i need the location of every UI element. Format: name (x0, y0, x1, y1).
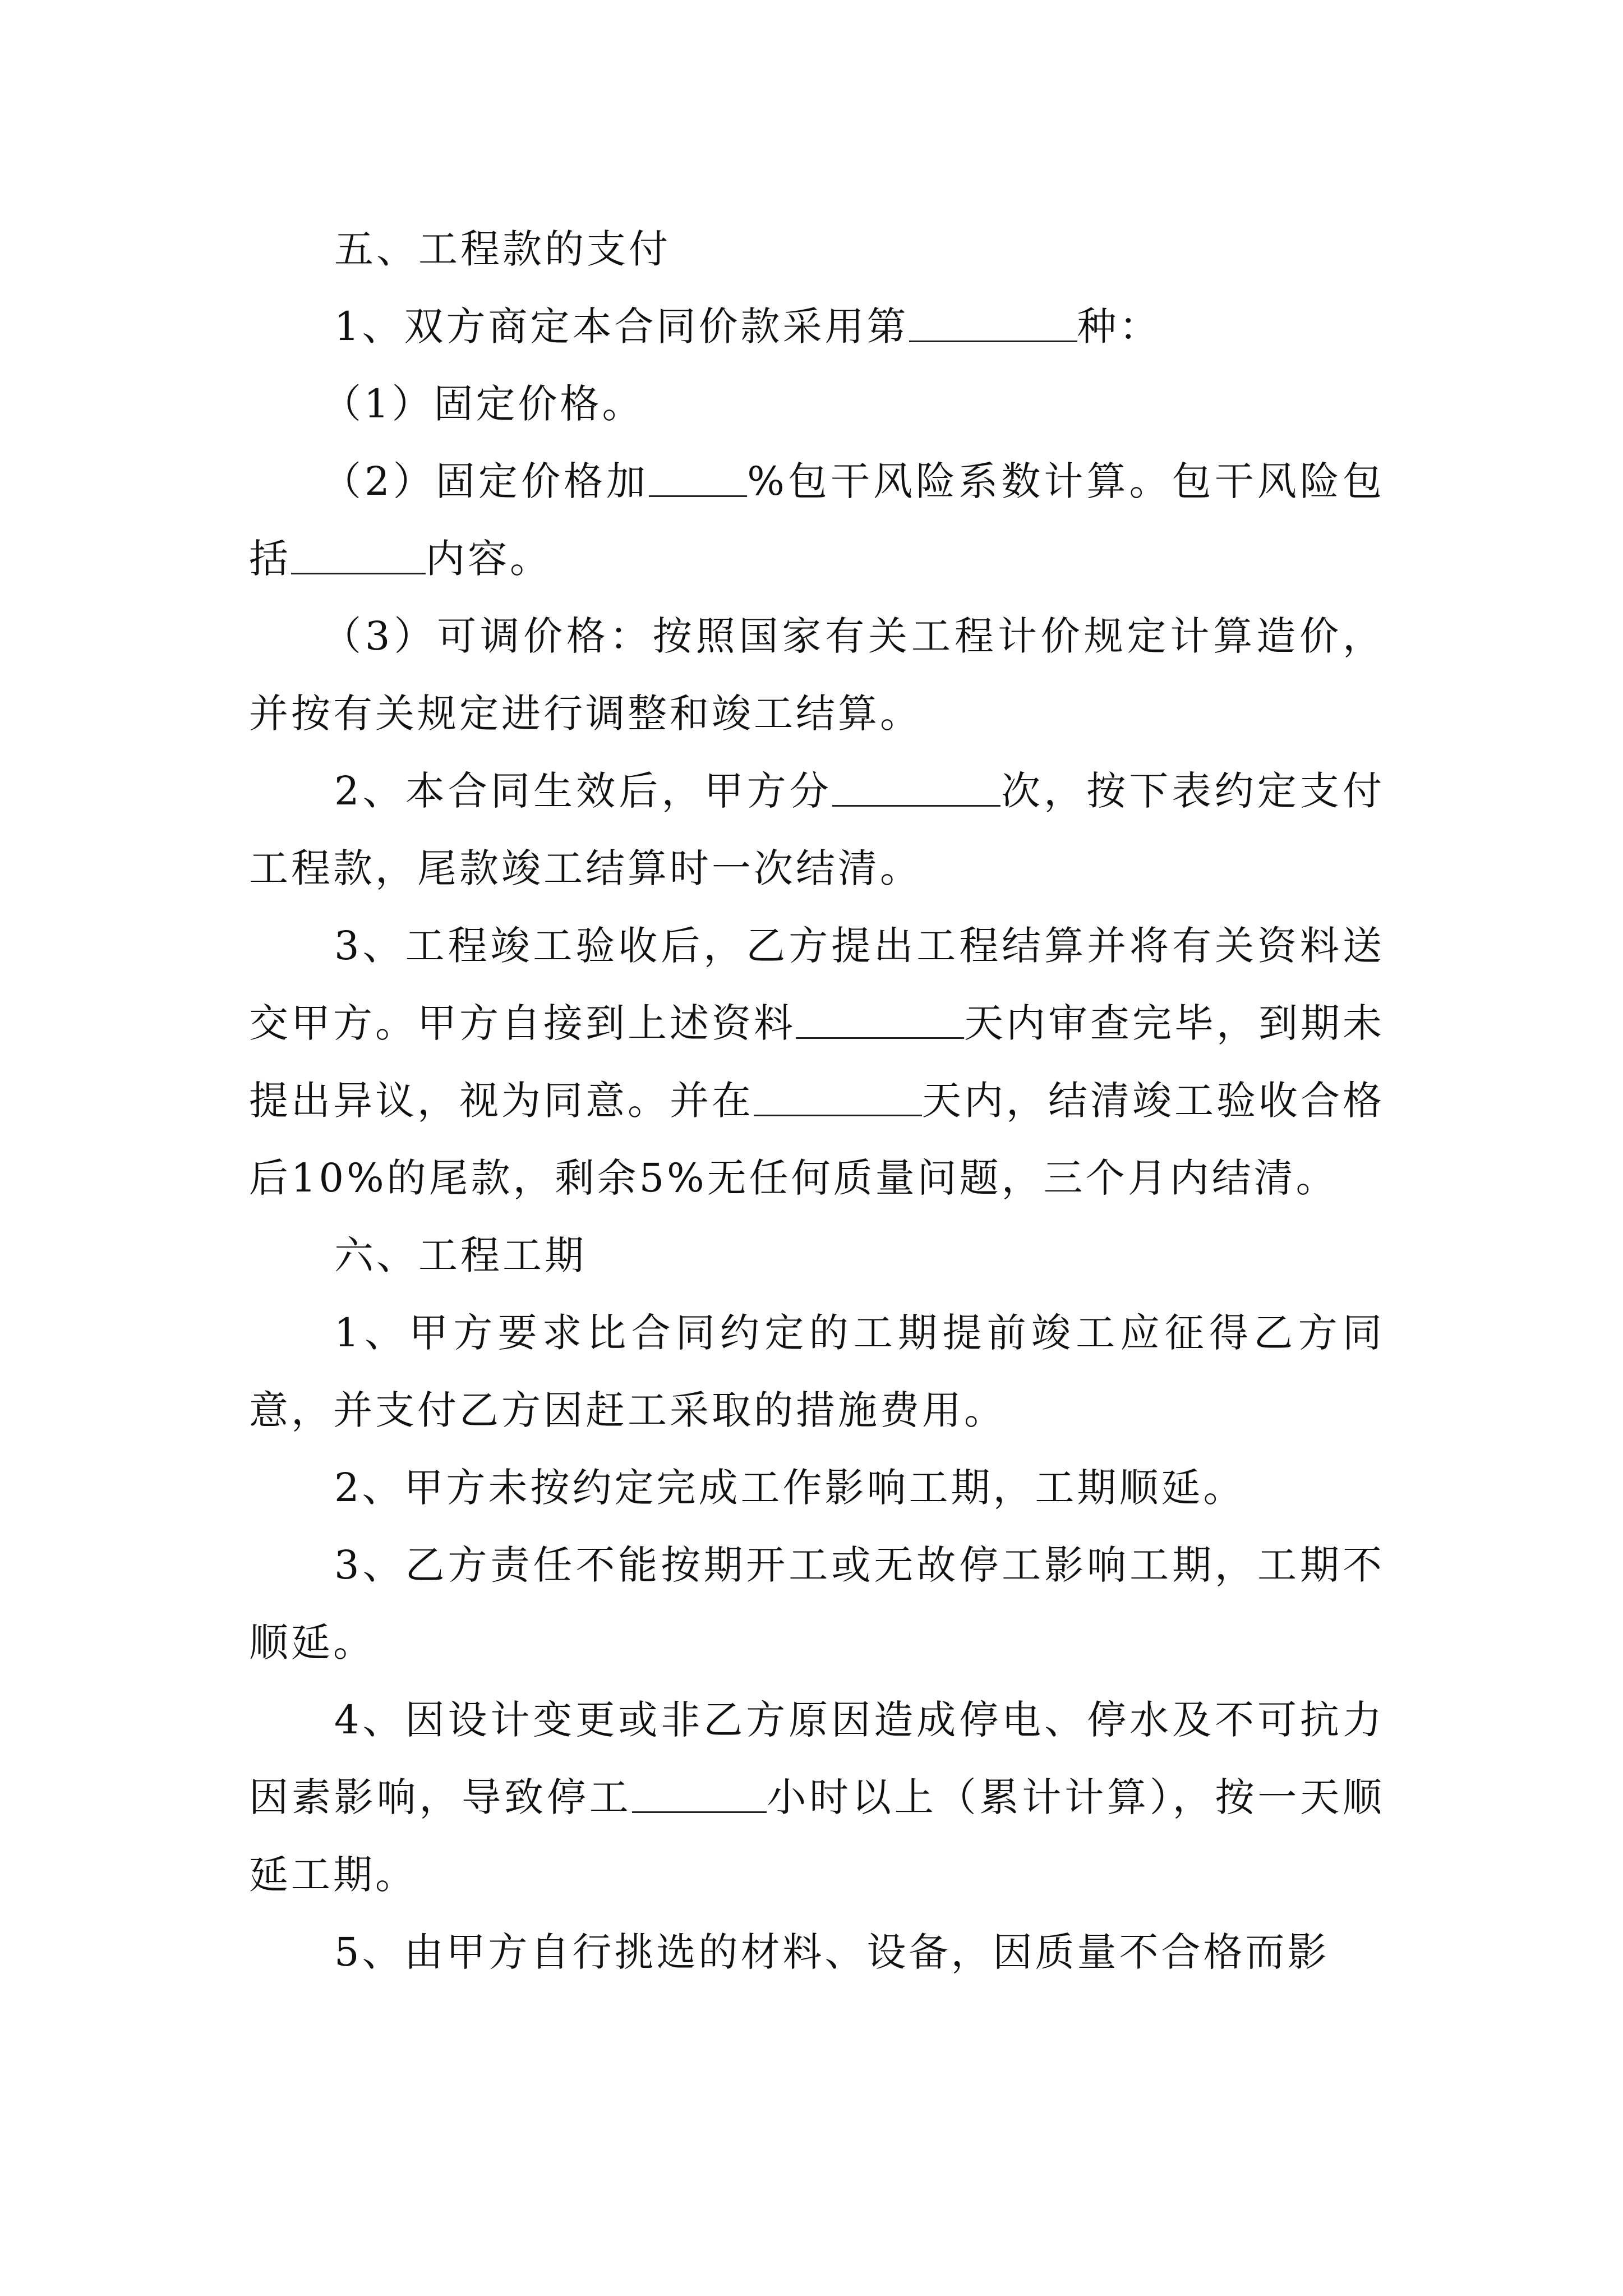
section-5-item-2: 2、本合同生效后，甲方分 次，按下表约定支付工程款，尾款竣工结算时一次结清。 (249, 768, 1385, 891)
section-5-item-1: 1、双方商定本合同价款采用第 种： (334, 303, 1161, 349)
risk-content-blank (291, 539, 426, 574)
section-6-item-2: 2、甲方未按约定完成工作影响工期，工期顺延。 (334, 1465, 1246, 1511)
price-type-blank (909, 307, 1077, 342)
stoppage-hours-blank (632, 1778, 767, 1813)
section-6-heading: 六、工程工期 (334, 1232, 587, 1278)
section-5-option-3: （3）可调价格：按照国家有关工程计价规定计算造价，并按有关规定进行调整和竣工结算。 (249, 613, 1385, 737)
section-6-item-1: 1、甲方要求比合同约定的工期提前竣工应征得乙方同意，并支付乙方因赶工采取的措施费用。 (249, 1310, 1385, 1433)
section-5-option-2: （2）固定价格加 %包干风险系数计算。包干风险包括 内容。 (249, 458, 1385, 582)
settlement-days-blank (754, 1081, 922, 1116)
review-days-blank (796, 1004, 964, 1039)
installments-blank (832, 771, 1000, 807)
document-page (249, 210, 1385, 1991)
section-5-heading: 五、工程款的支付 (334, 226, 671, 272)
section-6-item-3: 3、乙方责任不能按期开工或无故停工影响工期，工期不顺延。 (249, 1542, 1385, 1665)
section-6-item-5: 5、由甲方自行挑选的材料、设备，因质量不合格而影 (334, 1929, 1330, 1975)
risk-percent-blank (649, 462, 747, 497)
section-5-option-1: （1）固定价格。 (322, 381, 644, 427)
section-5-item-3: 3、工程竣工验收后，乙方提出工程结算并将有关资料送交甲方。甲方自接到上述资料 天内审查完毕，到期未提出异议，视为同意。并在 天内，结清竣工验收合格后10%的尾款，剩余5%无任何质量问题，三个月内结清。 (249, 923, 1385, 1201)
section-6-item-4: 4、因设计变更或非乙方原因造成停电、停水及不可抗力因素影响，导致停工 小时以上（累计计算），按一天顺延工期。 (249, 1697, 1385, 1898)
